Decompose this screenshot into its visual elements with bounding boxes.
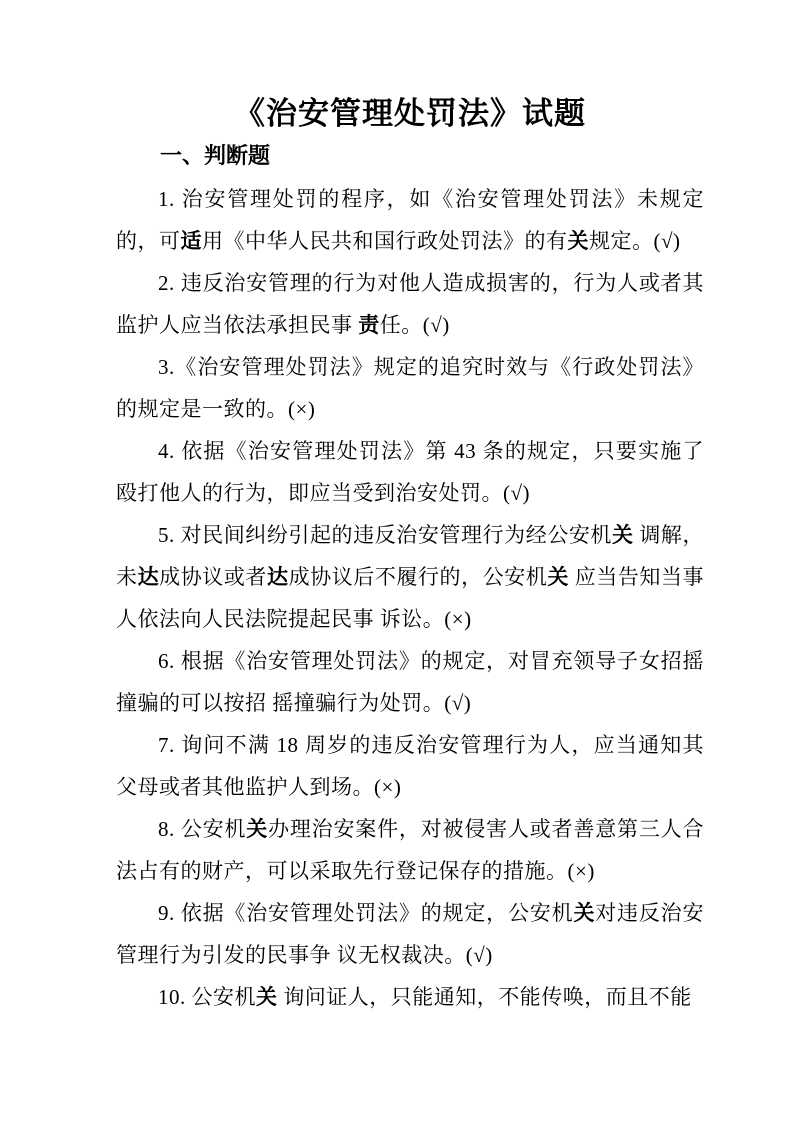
section-heading: 一、判断题 [160, 143, 271, 168]
question-text: 调解，未 [116, 523, 705, 589]
question-text: 10. 公安机 [158, 985, 256, 1009]
question-text: 规定。(√) [589, 229, 681, 253]
question-6 [116, 640, 704, 724]
question-text-bold: 达 [137, 565, 160, 589]
question-text: 成协议后不履行的，公安机 [288, 565, 548, 589]
question-text-bold: 关 [547, 565, 569, 589]
question-text-bold: 责 [358, 313, 380, 337]
question-text: 询问证人，只能通知，不能传唤，而且不能 [277, 985, 692, 1009]
question-text-bold: 关 [246, 817, 269, 841]
question-text: 6. 根据《治安管理处罚法》的规定，对冒充领导子女招摇撞骗的可以按招 摇撞骗行为处罚。(√) [116, 649, 704, 715]
question-text-bold: 关 [256, 985, 278, 1009]
question-text: 2. 违反治安管理的行为对他人造成损害的，行为人或者其监护人应当依法承担民事 [116, 271, 704, 337]
question-text: 成协议或者 [159, 565, 267, 589]
question-text-bold: 关 [573, 901, 596, 925]
question-text: 用《中华人民共和国行政处罚法》的有 [202, 229, 568, 253]
question-list [116, 178, 704, 1018]
question-1 [116, 178, 704, 262]
question-7 [116, 724, 704, 808]
question-text: 5. 对民间纠纷引起的违反治安管理行为经公安机 [158, 523, 612, 547]
question-10 [116, 976, 704, 1018]
question-4 [116, 430, 704, 514]
question-5 [116, 514, 704, 640]
document-title: 《治安管理处罚法》试题 [234, 96, 586, 131]
question-text-bold: 关 [567, 229, 589, 253]
question-text: 办理治安案件，对被侵害人或者善意第三人合法占有的财产，可以采取先行登记保存的措施。(×) [116, 817, 704, 883]
question-text: 对违反治安管理行为引发的民事争 议无权裁决。(√) [116, 901, 704, 967]
question-text: 1. 治安管理处罚的程序，如《治安管理处罚法》未规定的，可 [116, 187, 704, 253]
question-text-bold: 关 [611, 523, 634, 547]
question-text: 8. 公安机 [158, 817, 247, 841]
question-2 [116, 262, 704, 346]
question-text: 3.《治安管理处罚法》规定的追究时效与《行政处罚法》的规定是一致的。(×) [116, 355, 704, 421]
question-text: 7. 询问不满 18 周岁的违反治安管理行为人，应当通知其父母或者其他监护人到场。(×) [116, 733, 704, 799]
question-text-bold: 适 [180, 229, 202, 253]
question-9 [116, 892, 704, 976]
question-text: 9. 依据《治安管理处罚法》的规定，公安机 [158, 901, 574, 925]
question-text: 应当告知当事人依法向人民法院提起民事 诉讼。(×) [116, 565, 705, 631]
question-3 [116, 346, 704, 430]
question-8 [116, 808, 704, 892]
question-text-bold: 达 [266, 565, 289, 589]
question-text: 4. 依据《治安管理处罚法》第 43 条的规定，只要实施了殴打他人的行为，即应当受到治安处罚。(√) [116, 439, 704, 505]
question-text: 任。(√) [379, 313, 450, 337]
